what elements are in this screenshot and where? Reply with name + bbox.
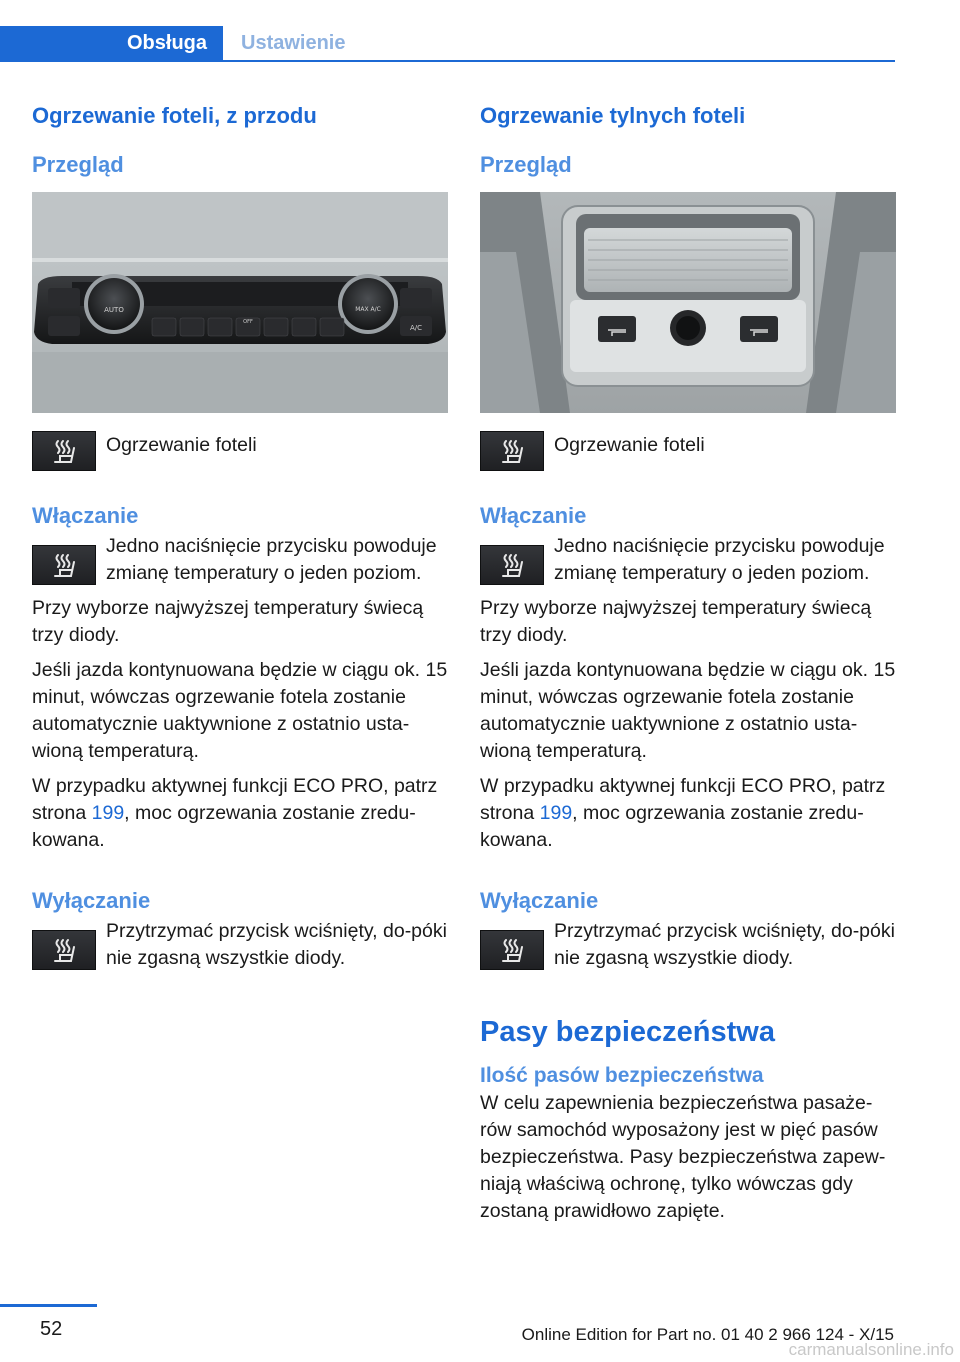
switch-off-heading: Wyłączanie <box>32 888 151 913</box>
paragraph-eco-pro <box>32 773 448 854</box>
eco-pro-text-after: , moc ogrzewania zostanie zredu-kowana. <box>32 802 416 851</box>
seat-heating-icon <box>32 545 96 585</box>
front-climate-panel-photo <box>32 192 448 413</box>
overview-heading: Przegląd <box>32 152 124 177</box>
legend-row <box>480 431 896 471</box>
photo-label-ac: A/C <box>409 324 423 332</box>
photo-label-max-ac: MAX A/C <box>355 306 381 313</box>
seat-heating-icon <box>480 545 544 585</box>
switch-on-heading: Włączanie <box>32 503 139 528</box>
paragraph-eco-pro <box>480 773 896 854</box>
photo-label-auto: AUTO <box>104 306 124 314</box>
page-number: 52 <box>40 1318 63 1340</box>
left-column <box>32 100 448 972</box>
page-link-199[interactable]: 199 <box>539 802 573 824</box>
switch-on-text: Jedno naciśnięcie przycisku powoduje zmianę temperatury o jeden poziom. <box>106 535 437 584</box>
seat-belts-title: Pasy bezpieczeństwa <box>480 1016 775 1048</box>
eco-pro-text-after: , moc ogrzewania zostanie zredu-kowana. <box>480 802 864 851</box>
tab-ustawienie[interactable]: Ustawienie <box>241 32 346 54</box>
overview-heading: Przegląd <box>480 152 572 177</box>
switch-on-row <box>32 533 448 587</box>
header-rule <box>0 60 895 62</box>
switch-off-row <box>480 918 896 972</box>
switch-on-row <box>480 533 896 587</box>
eco-pro-text-before: W przypadku aktywnej funkcji ECO PRO, patrz strona <box>32 775 438 824</box>
legend-row <box>32 431 448 471</box>
seat-heating-icon <box>480 930 544 970</box>
switch-off-text: Przytrzymać przycisk wciśnięty, do-póki nie zgasną wszystkie diody. <box>554 920 895 969</box>
rear-console-photo <box>480 192 896 413</box>
seat-heating-icon <box>480 431 544 471</box>
paragraph-auto-activation: Jeśli jazda kontynuowana będzie w ciągu ok. 15 minut, wówczas ogrzewanie fotela zostanie automatycznie uaktywnione z ostatnio usta-wioną temperaturą. <box>32 659 448 762</box>
seat-belts-count-heading: Ilość pasów bezpieczeństwa <box>480 1064 764 1087</box>
switch-off-row <box>32 918 448 972</box>
footer-rule <box>0 1304 97 1307</box>
right-column <box>480 100 896 1225</box>
tab-obsluga[interactable]: Obsługa <box>0 26 223 60</box>
legend-seat-heating: Ogrzewanie foteli <box>106 434 257 456</box>
seat-belts-paragraph: W celu zapewnienia bezpieczeństwa pasaże-rów samochód wyposażony jest w pięć pasów bezpieczeństwa. Pasy bezpieczeństwa zapew-niają właściwą ochronę, tylko wówczas gdy zostaną prawidłowo zapięte. <box>480 1092 886 1222</box>
edition-note: Online Edition for Part no. 01 40 2 966 124 - X/15 <box>521 1325 894 1344</box>
header-tabs <box>0 26 895 62</box>
photo-label-off: OFF <box>243 319 253 325</box>
paragraph-leds: Przy wyborze najwyższej temperatury świecą trzy diody. <box>480 597 872 646</box>
seat-heating-icon <box>32 930 96 970</box>
switch-off-heading: Wyłączanie <box>480 888 599 913</box>
watermark: carmanualsonline.info <box>788 1340 954 1359</box>
switch-off-text: Przytrzymać przycisk wciśnięty, do-póki nie zgasną wszystkie diody. <box>106 920 447 969</box>
section-title-rear-seat-heating: Ogrzewanie tylnych foteli <box>480 103 746 128</box>
legend-seat-heating: Ogrzewanie foteli <box>554 434 705 456</box>
section-title-front-seat-heating: Ogrzewanie foteli, z przodu <box>32 103 317 128</box>
page-link-199[interactable]: 199 <box>91 802 125 824</box>
switch-on-heading: Włączanie <box>480 503 587 528</box>
paragraph-auto-activation: Jeśli jazda kontynuowana będzie w ciągu ok. 15 minut, wówczas ogrzewanie fotela zostanie automatycznie uaktywnione z ostatnio usta-wioną temperaturą. <box>480 659 896 762</box>
eco-pro-text-before: W przypadku aktywnej funkcji ECO PRO, patrz strona <box>480 775 886 824</box>
switch-on-text: Jedno naciśnięcie przycisku powoduje zmianę temperatury o jeden poziom. <box>554 535 885 584</box>
seat-heating-icon <box>32 431 96 471</box>
paragraph-leds: Przy wyborze najwyższej temperatury świecą trzy diody. <box>32 597 424 646</box>
